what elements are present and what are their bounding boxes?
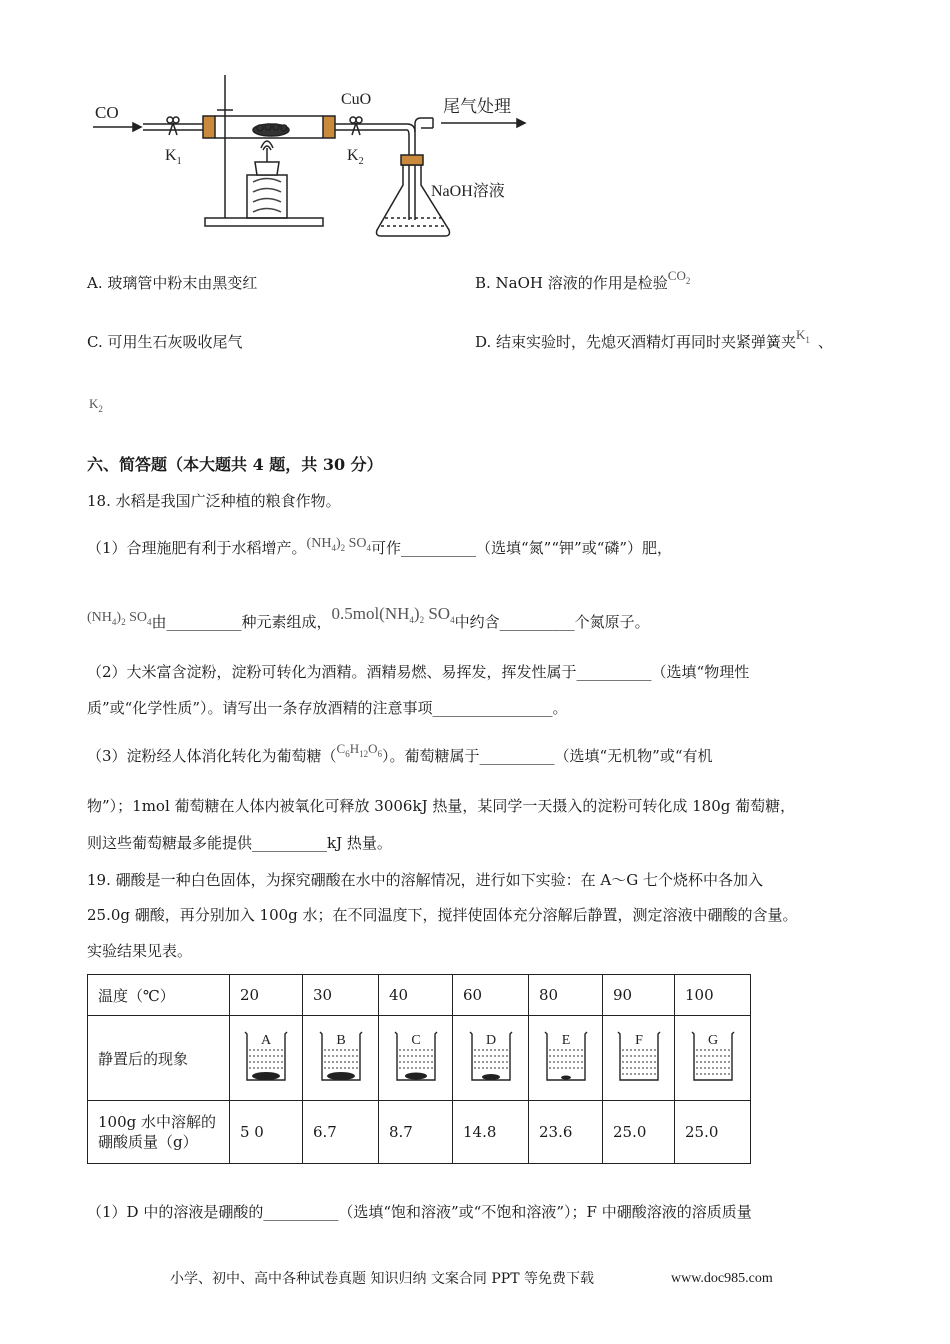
q18-line5: （3）淀粉经人体消化转化为葡萄糖$(C_6H_{12}O_6)$。葡萄糖属于__________（选填“无机物”或“有机 — [87, 741, 713, 765]
svg-text:F: F — [634, 1033, 643, 1048]
table-cell: 8.7 — [379, 1101, 453, 1164]
table-cell: 5 0 — [230, 1101, 303, 1164]
table-cell: 20 — [230, 975, 303, 1016]
table-cell: 60 — [453, 975, 529, 1016]
k1-label: $K_1$ — [165, 147, 182, 167]
beaker-b — [303, 1016, 379, 1101]
svg-text:D: D — [485, 1033, 496, 1048]
table-row — [88, 975, 751, 1016]
q19-line2: 25.0g 硼酸，再分别加入 100g 水；在不同温度下，搅拌使固体充分溶解后静置，测定溶液中硼酸的含量。 — [87, 906, 798, 924]
table-cell: 30 — [303, 975, 379, 1016]
beaker-e — [529, 1016, 603, 1101]
exhaust-label: 尾气处理 — [443, 97, 511, 117]
q18-line7: 则这些葡萄糖最多能提供__________kJ 热量。 — [87, 834, 392, 852]
beaker-d — [453, 1016, 529, 1101]
table-cell: 25.0 — [675, 1101, 751, 1164]
table-cell: 23.6 — [529, 1101, 603, 1164]
table-header-temp: 温度（℃） — [88, 975, 230, 1016]
co-label: CO — [95, 103, 119, 122]
table-cell: 25.0 — [603, 1101, 675, 1164]
k2-label: $K_2$ — [347, 147, 364, 167]
option-d-k2: $K_2$ — [89, 396, 103, 414]
q18-line2: $(NH_4)_2$ $SO_4$由__________种元素组成，$0.5mol(NH_4)_2$ $SO_4$中约含__________个氮原子。 — [87, 604, 650, 631]
table-header-phenomenon: 静置后的现象 — [88, 1016, 230, 1101]
option-c: C. 可用生石灰吸收尾气 — [87, 333, 243, 351]
svg-text:B: B — [335, 1033, 346, 1048]
footer-link[interactable]: www.doc985.com — [671, 1271, 773, 1286]
q18-stem: 18. 水稻是我国广泛种植的粮食作物。 — [87, 492, 341, 510]
solubility-table — [87, 974, 751, 1164]
svg-text:A: A — [260, 1033, 272, 1048]
beaker-a — [230, 1016, 303, 1101]
beaker-f — [603, 1016, 675, 1101]
section-title: 六、简答题（本大题共 4 题，共 30 分） — [87, 455, 383, 474]
table-cell: 14.8 — [453, 1101, 529, 1164]
svg-text:E: E — [561, 1033, 570, 1048]
q19-line3: 实验结果见表。 — [87, 942, 193, 960]
table-header-mass: 100g 水中溶解的 硼酸质量（g） — [88, 1101, 230, 1164]
q18-line4: 质”或“化学性质”）。请写出一条存放酒精的注意事项________________。 — [87, 699, 568, 717]
footer-text: 小学、初中、高中各种试卷真题 知识归纳 文案合同 PPT 等免费下载 — [170, 1271, 594, 1287]
table-cell: 80 — [529, 975, 603, 1016]
q18-line3: （2）大米富含淀粉，淀粉可转化为酒精。酒精易燃、易挥发，挥发性属于__________（选填“物理性 — [87, 663, 750, 681]
cuo-label: CuO — [341, 91, 372, 108]
option-a: A. 玻璃管中粉末由黑变红 — [87, 274, 258, 292]
beaker-c — [379, 1016, 453, 1101]
svg-text:C: C — [410, 1033, 421, 1048]
option-d: D. 结束实验时，先熄灭酒精灯再同时夹紧弹簧夹$K^1$ 、 — [475, 327, 833, 351]
q19-part1: （1）D 中的溶液是硼酸的__________（选填“饱和溶液”或“不饱和溶液”）；F 中硼酸溶液的溶质质量 — [87, 1203, 752, 1221]
apparatus-diagram — [85, 70, 545, 250]
table-row — [88, 1016, 751, 1101]
q18-line6: 物”）；1mol 葡萄糖在人体内被氧化可释放 3006kJ 热量，某同学一天摄入的淀粉可转化成 180g 葡萄糖， — [87, 797, 796, 815]
table-row — [88, 1101, 751, 1164]
svg-text:G: G — [707, 1033, 718, 1048]
table-cell: 100 — [675, 975, 751, 1016]
beaker-g — [675, 1016, 751, 1101]
table-cell: 90 — [603, 975, 675, 1016]
naoh-label: NaOH溶液 — [431, 183, 505, 200]
table-cell: 40 — [379, 975, 453, 1016]
q18-line1: （1）合理施肥有利于水稻增产。$(NH_4)_2$ $SO_4$可作__________（选填“氮”“钾”或“磷”）肥， — [87, 536, 673, 557]
q19-line1: 19. 硼酸是一种白色固体，为探究硼酸在水中的溶解情况，进行如下实验：在 A～G 七个烧杯中各加入 — [87, 871, 763, 889]
option-b: B. NaOH 溶液的作用是检验$CO^2$ — [475, 268, 691, 292]
table-cell: 6.7 — [303, 1101, 379, 1164]
